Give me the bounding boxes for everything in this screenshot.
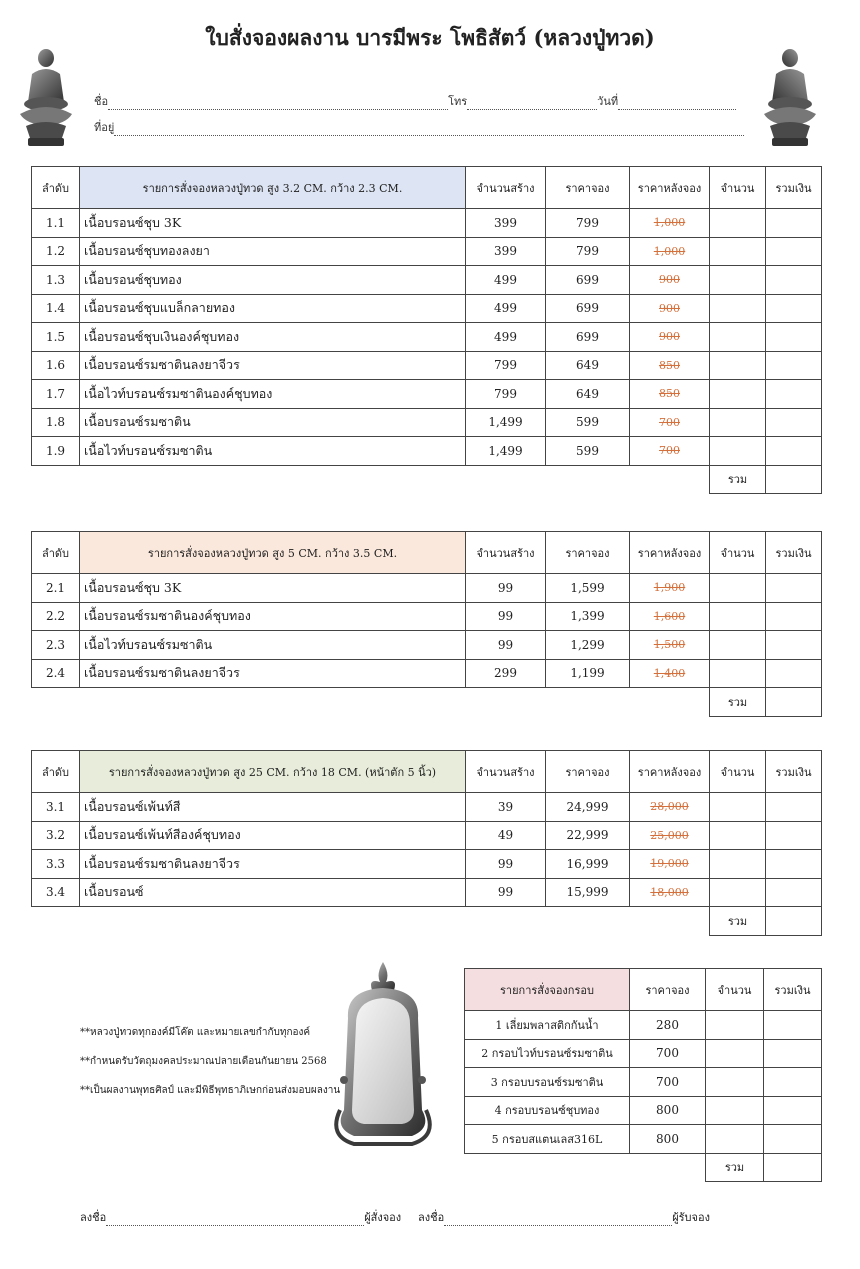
note-item: **หลวงปู่ทวดทุกองค์มีโค๊ต และหมายเลขกำกับทุกองค์	[80, 1027, 311, 1038]
row-name: เนื้อบรอนซ์ชุบทอง	[80, 266, 466, 295]
row-built: 499	[466, 266, 546, 295]
total-cell[interactable]	[764, 1011, 822, 1040]
order-table-small	[31, 166, 822, 494]
order-table-medium	[31, 531, 822, 717]
row-built: 99	[466, 602, 546, 631]
qty-cell[interactable]	[710, 602, 766, 631]
total-cell[interactable]	[766, 793, 822, 822]
table-row	[32, 878, 822, 907]
table-row	[32, 237, 822, 266]
total-cell[interactable]	[766, 574, 822, 603]
receiver-label: ผู้รับจอง	[672, 1211, 710, 1224]
name-field[interactable]	[108, 98, 448, 110]
row-price: 599	[546, 437, 630, 466]
sum-row	[465, 1153, 822, 1182]
sign-label: ลงชื่อ	[418, 1211, 445, 1224]
table-heading: รายการสั่งจองหลวงปู่ทวด สูง 5 CM. กว้าง 3.5 CM.	[80, 532, 466, 574]
qty-cell[interactable]	[706, 1125, 764, 1154]
table-header	[465, 969, 822, 1011]
date-label: วันที่	[597, 95, 619, 108]
row-price: 699	[546, 294, 630, 323]
col-price: ราคาจอง	[546, 532, 630, 574]
row-no: 2.2	[32, 602, 80, 631]
row-name: เนื้อบรอนซ์รมซาตินลงยาจีวร	[80, 659, 466, 688]
total-cell[interactable]	[766, 351, 822, 380]
sum-total-cell[interactable]	[766, 688, 822, 717]
row-name: เนื้อบรอนซ์ชุบแบล็กลายทอง	[80, 294, 466, 323]
address-field[interactable]	[114, 124, 744, 136]
row-after-price: 1,500	[630, 631, 710, 660]
row-price: 799	[546, 209, 630, 238]
qty-cell[interactable]	[706, 1011, 764, 1040]
row-name: เนื้อบรอนซ์เพ้นท์สีองค์ชุบทอง	[80, 821, 466, 850]
row-name: 2 กรอบไวท์บรอนซ์รมซาติน	[465, 1039, 630, 1068]
qty-cell[interactable]	[710, 850, 766, 879]
row-name: เนื้อบรอนซ์	[80, 878, 466, 907]
sum-label: รวม	[710, 465, 766, 494]
table-row	[32, 408, 822, 437]
row-after-price: 28,000	[630, 793, 710, 822]
sum-label: รวม	[710, 907, 766, 936]
row-after-price: 900	[630, 294, 710, 323]
monk-statue-right-image	[758, 44, 822, 148]
row-built: 799	[466, 351, 546, 380]
col-after-price: ราคาหลังจอง	[630, 751, 710, 793]
table-row	[32, 266, 822, 295]
orderer-label: ผู้สั่งจอง	[364, 1211, 402, 1224]
table-row	[32, 323, 822, 352]
total-cell[interactable]	[766, 237, 822, 266]
table-row	[465, 1096, 822, 1125]
qty-cell[interactable]	[710, 793, 766, 822]
row-built: 99	[466, 631, 546, 660]
sum-label: รวม	[710, 688, 766, 717]
table-header	[32, 532, 822, 574]
table-row	[465, 1125, 822, 1154]
row-built: 399	[466, 209, 546, 238]
row-price: 24,999	[546, 793, 630, 822]
qty-cell[interactable]	[710, 437, 766, 466]
row-no: 1.4	[32, 294, 80, 323]
row-no: 3.1	[32, 793, 80, 822]
total-cell[interactable]	[766, 878, 822, 907]
row-price: 699	[546, 323, 630, 352]
row-no: 1.8	[32, 408, 80, 437]
row-name: เนื้อบรอนซ์ชุบ 3K	[80, 209, 466, 238]
row-after-price: 18,000	[630, 878, 710, 907]
row-name: เนื้อบรอนซ์รมซาตินลงยาจีวร	[80, 850, 466, 879]
table-header	[32, 751, 822, 793]
table-row	[32, 659, 822, 688]
row-price: 799	[546, 237, 630, 266]
sum-row	[32, 465, 822, 494]
table-row	[465, 1039, 822, 1068]
frame-order-table	[464, 968, 822, 1182]
total-cell[interactable]	[766, 294, 822, 323]
row-no: 2.3	[32, 631, 80, 660]
row-no: 3.3	[32, 850, 80, 879]
row-after-price: 700	[630, 408, 710, 437]
sum-total-cell[interactable]	[766, 465, 822, 494]
total-cell[interactable]	[766, 659, 822, 688]
row-after-price: 900	[630, 266, 710, 295]
row-no: 1.5	[32, 323, 80, 352]
table-heading: รายการสั่งจองกรอบ	[465, 969, 630, 1011]
address-label: ที่อยู่	[94, 121, 115, 134]
sum-label: รวม	[706, 1153, 764, 1182]
row-name: เนื้อบรอนซ์รมซาติน	[80, 408, 466, 437]
table-row	[32, 602, 822, 631]
row-name: เนื้อบรอนซ์รมซาตินองค์ชุบทอง	[80, 602, 466, 631]
row-price: 1,199	[546, 659, 630, 688]
total-cell[interactable]	[766, 821, 822, 850]
receiver-signature	[418, 1208, 710, 1226]
qty-cell[interactable]	[710, 351, 766, 380]
row-built: 1,499	[466, 408, 546, 437]
total-cell[interactable]	[766, 408, 822, 437]
row-price: 699	[546, 266, 630, 295]
row-built: 1,499	[466, 437, 546, 466]
qty-cell[interactable]	[710, 659, 766, 688]
customer-info-row	[94, 92, 736, 110]
table-row	[32, 294, 822, 323]
row-built: 39	[466, 793, 546, 822]
row-built: 99	[466, 850, 546, 879]
row-built: 799	[466, 380, 546, 409]
row-no: 1.9	[32, 437, 80, 466]
row-after-price: 1,900	[630, 574, 710, 603]
row-after-price: 25,000	[630, 821, 710, 850]
sum-row	[32, 907, 822, 936]
row-after-price: 850	[630, 351, 710, 380]
address-row	[94, 118, 744, 136]
row-built: 49	[466, 821, 546, 850]
row-after-price: 1,600	[630, 602, 710, 631]
row-price: 1,599	[546, 574, 630, 603]
col-price: ราคาจอง	[546, 167, 630, 209]
col-total: รวมเงิน	[766, 532, 822, 574]
row-built: 499	[466, 323, 546, 352]
qty-cell[interactable]	[710, 209, 766, 238]
qty-cell[interactable]	[710, 266, 766, 295]
row-after-price: 19,000	[630, 850, 710, 879]
row-price: 280	[630, 1011, 706, 1040]
row-built: 99	[466, 878, 546, 907]
table-row	[465, 1011, 822, 1040]
row-name: เนื้อบรอนซ์ชุบเงินองค์ชุบทอง	[80, 323, 466, 352]
row-no: 2.4	[32, 659, 80, 688]
col-qty: จำนวน	[706, 969, 764, 1011]
phone-field[interactable]	[467, 98, 597, 110]
table-row	[32, 821, 822, 850]
table-row	[465, 1068, 822, 1097]
col-total: รวมเงิน	[766, 751, 822, 793]
row-built: 399	[466, 237, 546, 266]
orderer-signature	[80, 1208, 401, 1226]
col-after-price: ราคาหลังจอง	[630, 532, 710, 574]
row-price: 22,999	[546, 821, 630, 850]
row-price: 599	[546, 408, 630, 437]
table-row	[32, 850, 822, 879]
row-name: เนื้อบรอนซ์ชุบ 3K	[80, 574, 466, 603]
col-qty: จำนวน	[710, 532, 766, 574]
col-built: จำนวนสร้าง	[466, 751, 546, 793]
row-no: 1.7	[32, 380, 80, 409]
table-row	[32, 380, 822, 409]
orderer-signature-field[interactable]	[106, 1214, 364, 1226]
row-price: 16,999	[546, 850, 630, 879]
row-name: เนื้อบรอนซ์รมซาตินลงยาจีวร	[80, 351, 466, 380]
total-cell[interactable]	[764, 1125, 822, 1154]
total-cell[interactable]	[764, 1096, 822, 1125]
row-no: 2.1	[32, 574, 80, 603]
row-name: เนื้อบรอนซ์เพ้นท์สี	[80, 793, 466, 822]
table-row	[32, 437, 822, 466]
total-cell[interactable]	[764, 1068, 822, 1097]
date-field[interactable]	[618, 98, 736, 110]
sum-total-cell[interactable]	[764, 1153, 822, 1182]
row-no: 3.4	[32, 878, 80, 907]
qty-cell[interactable]	[710, 294, 766, 323]
row-after-price: 1,000	[630, 209, 710, 238]
ornate-frame-image	[328, 960, 438, 1148]
qty-cell[interactable]	[710, 574, 766, 603]
order-table-large	[31, 750, 822, 936]
col-after-price: ราคาหลังจอง	[630, 167, 710, 209]
row-built: 99	[466, 574, 546, 603]
row-price: 1,399	[546, 602, 630, 631]
row-name: เนื้อบรอนซ์ชุบทองลงยา	[80, 237, 466, 266]
col-qty: จำนวน	[710, 167, 766, 209]
table-row	[32, 793, 822, 822]
table-header	[32, 167, 822, 209]
col-total: รวมเงิน	[766, 167, 822, 209]
row-name: 4 กรอบบรอนซ์ชุบทอง	[465, 1096, 630, 1125]
row-price: 15,999	[546, 878, 630, 907]
row-built: 299	[466, 659, 546, 688]
total-cell[interactable]	[766, 850, 822, 879]
phone-label: โทร	[448, 95, 468, 108]
row-no: 1.2	[32, 237, 80, 266]
sum-total-cell[interactable]	[766, 907, 822, 936]
row-no: 3.2	[32, 821, 80, 850]
col-no: ลำดับ	[32, 751, 80, 793]
table-heading: รายการสั่งจองหลวงปู่ทวด สูง 25 CM. กว้าง 18 CM. (หน้าตัก 5 นิ้ว)	[80, 751, 466, 793]
total-cell[interactable]	[766, 323, 822, 352]
table-row	[32, 631, 822, 660]
row-name: เนื้อไวท์บรอนซ์รมซาติน	[80, 437, 466, 466]
total-cell[interactable]	[766, 209, 822, 238]
sum-row	[32, 688, 822, 717]
row-name: 3 กรอบบรอนซ์รมซาติน	[465, 1068, 630, 1097]
row-price: 800	[630, 1096, 706, 1125]
sign-label: ลงชื่อ	[80, 1211, 107, 1224]
row-no: 1.6	[32, 351, 80, 380]
row-name: 1 เลี่ยมพลาสติกกันน้ำ	[465, 1011, 630, 1040]
qty-cell[interactable]	[710, 408, 766, 437]
qty-cell[interactable]	[710, 380, 766, 409]
qty-cell[interactable]	[710, 878, 766, 907]
col-built: จำนวนสร้าง	[466, 167, 546, 209]
table-heading: รายการสั่งจองหลวงปู่ทวด สูง 3.2 CM. กว้าง 2.3 CM.	[80, 167, 466, 209]
col-no: ลำดับ	[32, 532, 80, 574]
total-cell[interactable]	[764, 1039, 822, 1068]
row-after-price: 850	[630, 380, 710, 409]
row-no: 1.3	[32, 266, 80, 295]
table-row	[32, 574, 822, 603]
row-name: 5 กรอบสแตนเลส316L	[465, 1125, 630, 1154]
note-item: **เป็นผลงานพุทธศิลป์ และมีพิธีพุทธาภิเษกก่อนส่งมอบผลงาน	[80, 1085, 341, 1096]
total-cell[interactable]	[766, 602, 822, 631]
row-after-price: 1,000	[630, 237, 710, 266]
total-cell[interactable]	[766, 266, 822, 295]
qty-cell[interactable]	[710, 323, 766, 352]
row-name: เนื้อไวท์บรอนซ์รมซาตินองค์ชุบทอง	[80, 380, 466, 409]
col-price: ราคาจอง	[546, 751, 630, 793]
row-after-price: 1,400	[630, 659, 710, 688]
qty-cell[interactable]	[706, 1068, 764, 1097]
qty-cell[interactable]	[710, 821, 766, 850]
total-cell[interactable]	[766, 380, 822, 409]
total-cell[interactable]	[766, 631, 822, 660]
qty-cell[interactable]	[706, 1039, 764, 1068]
page-title: ใบสั่งจองผลงาน บารมีพระ โพธิสัตว์ (หลวงปู่ทวด)	[205, 25, 655, 50]
row-built: 499	[466, 294, 546, 323]
name-label: ชื่อ	[94, 95, 109, 108]
row-after-price: 900	[630, 323, 710, 352]
col-price: ราคาจอง	[630, 969, 706, 1011]
qty-cell[interactable]	[710, 237, 766, 266]
qty-cell[interactable]	[706, 1096, 764, 1125]
row-price: 700	[630, 1039, 706, 1068]
total-cell[interactable]	[766, 437, 822, 466]
row-name: เนื้อไวท์บรอนซ์รมซาติน	[80, 631, 466, 660]
row-no: 1.1	[32, 209, 80, 238]
col-no: ลำดับ	[32, 167, 80, 209]
monk-statue-left-image	[14, 44, 78, 148]
row-price: 649	[546, 380, 630, 409]
row-price: 649	[546, 351, 630, 380]
row-after-price: 700	[630, 437, 710, 466]
col-qty: จำนวน	[710, 751, 766, 793]
row-price: 700	[630, 1068, 706, 1097]
qty-cell[interactable]	[710, 631, 766, 660]
table-row	[32, 351, 822, 380]
row-price: 1,299	[546, 631, 630, 660]
table-row	[32, 209, 822, 238]
receiver-signature-field[interactable]	[444, 1214, 672, 1226]
row-price: 800	[630, 1125, 706, 1154]
notes-block	[80, 1018, 340, 1105]
col-built: จำนวนสร้าง	[466, 532, 546, 574]
note-item: **กำหนดรับวัตถุมงคลประมาณปลายเดือนกันยายน 2568	[80, 1056, 327, 1067]
col-total: รวมเงิน	[764, 969, 822, 1011]
